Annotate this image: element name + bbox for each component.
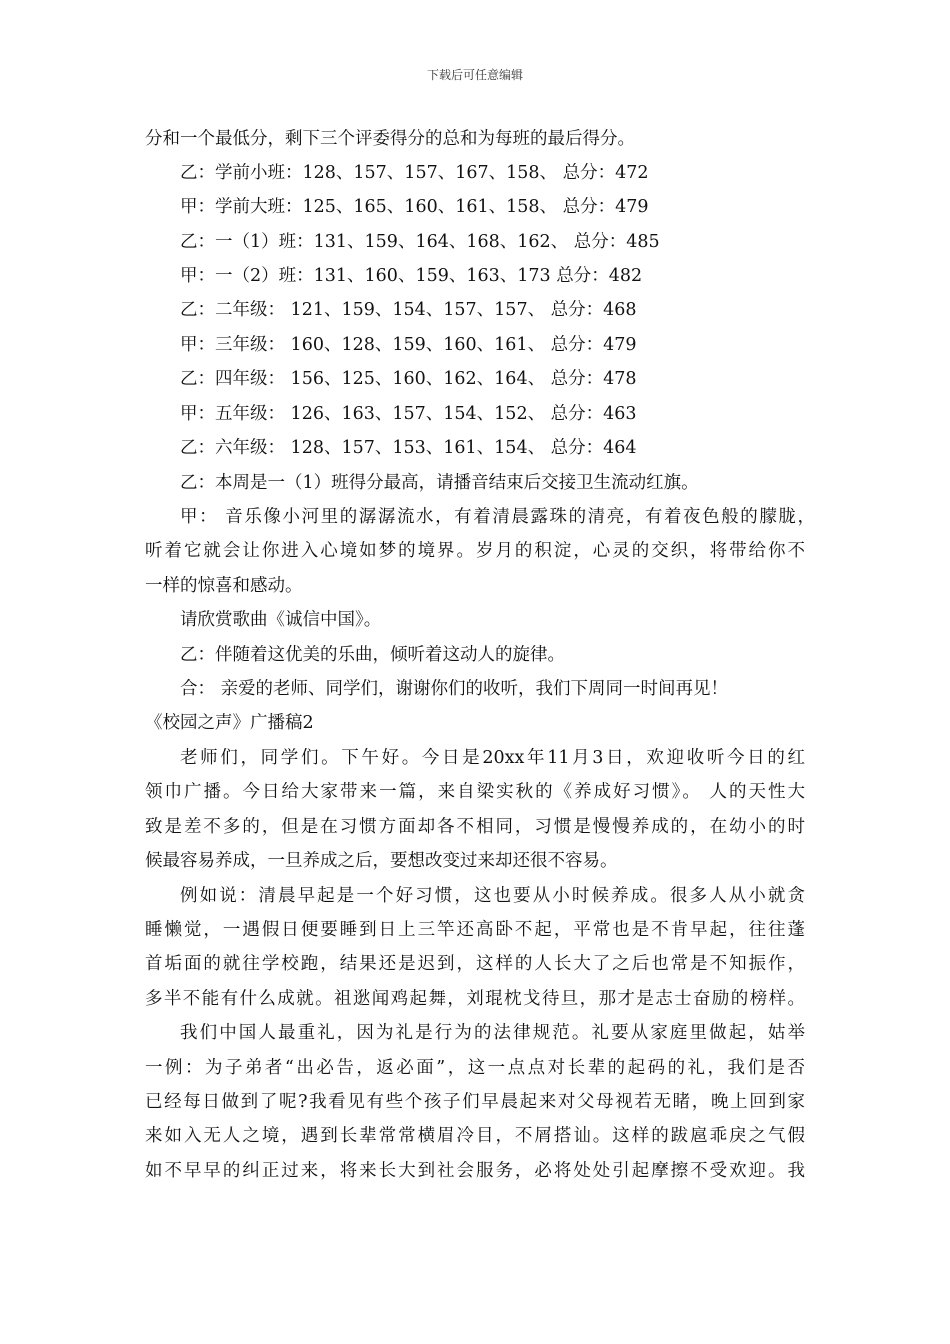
text-line: 甲：三年级： 160、128、159、160、161、 总分：479 <box>180 335 637 355</box>
text-line: 乙：二年级： 121、159、154、157、157、 总分：468 <box>180 300 637 320</box>
text-line: 首垢面的就往学校跑，结果还是迟到，这样的人长大了之后也常是不知振作， <box>145 954 805 974</box>
text-line: 已经每日做到了呢?我看见有些个孩子们早晨起来对父母视若无睹，晚上回到家 <box>145 1092 805 1112</box>
text-line: 乙：伴随着这优美的乐曲，倾听着这动人的旋律。 <box>180 645 565 665</box>
text-line: 例如说：清晨早起是一个好习惯，这也要从小时候养成。很多人从小就贪 <box>180 886 805 906</box>
text-line: 合： 亲爱的老师、同学们，谢谢你们的收听，我们下周同一时间再见！ <box>180 679 729 699</box>
text-line: 乙：四年级： 156、125、160、162、164、 总分：478 <box>180 369 637 389</box>
text-line: 候最容易养成，一旦养成之后，要想改变过来却还很不容易。 <box>145 851 618 871</box>
text-line: 分和一个最低分，剩下三个评委得分的总和为每班的最后得分。 <box>145 129 635 149</box>
text-line: 乙：六年级： 128、157、153、161、154、 总分：464 <box>180 438 637 458</box>
text-line: 乙：本周是一（1）班得分最高，请播音结束后交接卫生流动红旗。 <box>180 473 699 493</box>
text-line: 听着它就会让你进入心境如梦的境界。岁月的积淀，心灵的交织，将带给你不 <box>145 541 805 561</box>
text-line: 甲： 音乐像小河里的潺潺流水，有着清晨露珠的清亮，有着夜色般的朦胧， <box>180 507 815 527</box>
text-line: 乙：一（1）班：131、159、164、168、162、 总分：485 <box>180 232 660 252</box>
text-line: 如不早早的纠正过来，将来长大到社会服务，必将处处引起摩擦不受欢迎。我 <box>145 1161 805 1181</box>
text-line: 请欣赏歌曲《诚信中国》。 <box>180 610 382 630</box>
text-line: 甲：五年级： 126、163、157、154、152、 总分：463 <box>180 404 637 424</box>
text-line: 领巾广播。今日给大家带来一篇，来自梁实秋的《养成好习惯》。 人的天性大 <box>145 782 805 802</box>
text-line: 乙：学前小班：128、157、157、167、158、 总分：472 <box>180 163 649 183</box>
text-line: 甲：一（2）班：131、160、159、163、173 总分：482 <box>180 266 643 286</box>
text-line: 来如入无人之境，遇到长辈常常横眉冷目，不屑搭讪。这样的跋扈乖戾之气假 <box>145 1126 805 1146</box>
text-line: 睡懒觉，一遇假日便要睡到日上三竿还高卧不起，平常也是不肯早起，往往蓬 <box>145 920 805 940</box>
section-title: 《校园之声》广播稿2 <box>145 713 314 733</box>
text-line: 老师们，同学们。下午好。今日是20xx年11月3日，欢迎收听今日的红 <box>180 748 805 768</box>
text-line: 甲：学前大班：125、165、160、161、158、 总分：479 <box>180 197 649 217</box>
page-header: 下载后可任意编辑 <box>426 68 523 82</box>
text-line: 致是差不多的，但是在习惯方面却各不相同，习惯是慢慢养成的，在幼小的时 <box>145 817 805 837</box>
text-line: 多半不能有什么成就。祖逖闻鸡起舞，刘琨枕戈待旦，那才是志士奋励的榜样。 <box>145 989 805 1009</box>
text-line: 一样的惊喜和感动。 <box>145 576 303 596</box>
text-line: 我们中国人最重礼，因为礼是行为的法律规范。礼要从家庭里做起，姑举 <box>180 1023 805 1043</box>
text-line: 一例：为子弟者“出必告，返必面”，这一点点对长辈的起码的礼，我们是否 <box>145 1058 805 1078</box>
